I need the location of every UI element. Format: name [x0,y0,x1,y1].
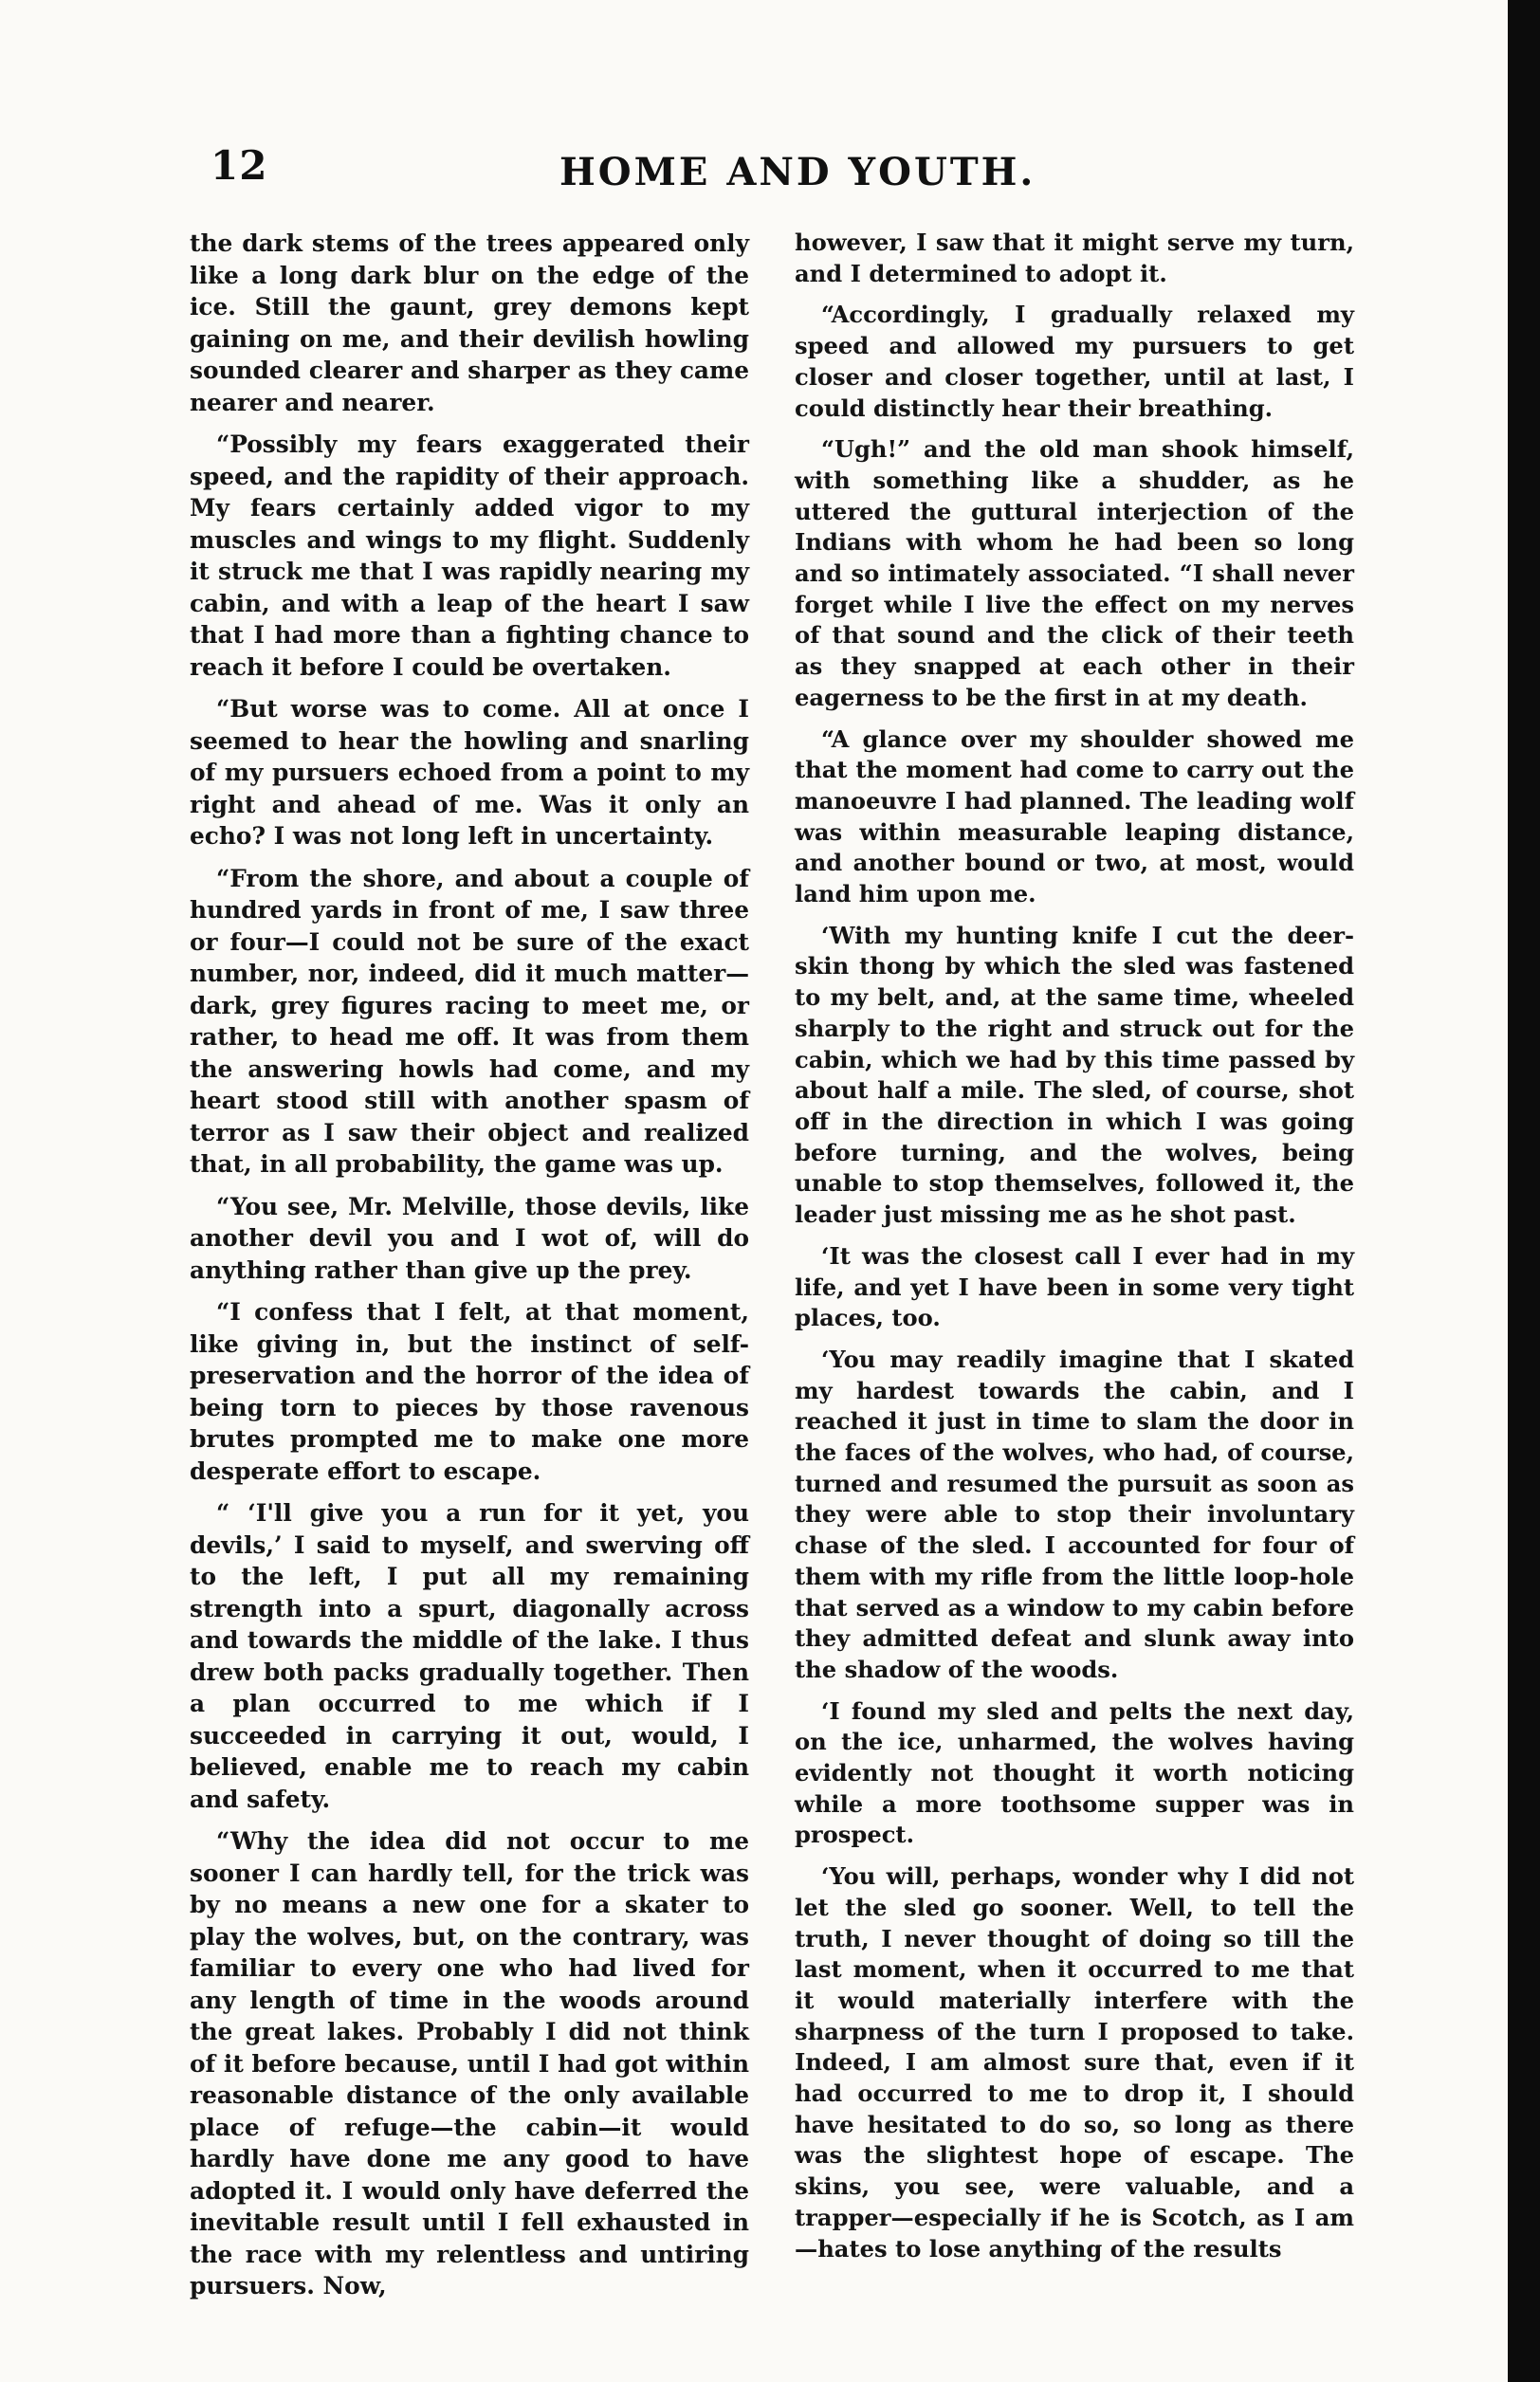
right-column [795,228,1354,2275]
paragraph: “From the shore, and about a couple of hundred yards in front of me, I saw three or four—I could not be sure of the exact number, nor, indeed, did it much matter—dark, grey figures racing to meet me, or rather, to head me off. It was from them the answering howls had come, and my heart stood still with another spasm of terror as I saw their object and realized that, in all probability, the game was up. [190,864,749,1178]
scan-border [1508,0,1540,2382]
paragraph: ‘You may readily imagine that I skated my hardest towards the cabin, and I reached it just in time to slam the door in the faces of the wolves, who had, of course, turned and resumed the pursuit as soon as they were able to stop their involuntary chase of the sled. I accounted for four of them with my rifle from the little loop-hole that served as a window to my cabin before they admitted defeat and slunk away into the shadow of the woods. [795,1345,1354,1683]
page-number: 12 [211,142,268,189]
paragraph: “Possibly my fears exaggerated their speed, and the rapidity of their approach. My fears certainly added vigor to my muscles and wings to my flight. Suddenly it struck me that I was rapidly nearing my cabin, and with a leap of the heart I saw that I had more than a fighting chance to reach it before I could be overtaken. [190,431,749,681]
paragraph: ‘You will, perhaps, wonder why I did not let the sled go sooner. Well, to tell the truth, I never thought of doing so till the last moment, when it occurred to me that it would materially interfere with the sharpness of the turn I proposed to take. Indeed, I am almost sure that, even if it had occurred to me to drop it, I should have hesitated to do so, so long as there was the slightest hope of escape. The skins, you see, were valuable, and a trapper—especially if he is Scotch, as I am—hates to lose anything of the results [795,1862,1354,2263]
paragraph: “You see, Mr. Melville, those devils, like another devil you and I wot of, will do anything rather than give up the prey. [190,1192,749,1284]
paragraph: however, I saw that it might serve my turn, and I determined to adopt it. [795,229,1354,287]
running-title: HOME AND YOUTH. [559,150,1036,194]
paragraph: “Why the idea did not occur to me sooner I can hardly tell, for the trick was by no means a new one for a skater to play the wolves, but, on the contrary, was familiar to every one who had lived for any length of time in the woods around the great lakes. Probably I did not think of it before because, until I had got within reasonable distance of the only available place of refuge—the cabin—it would hardly have done me any good to have adopted it. I would only have deferred the inevitable result until I fell exhausted in the race with my relentless and untiring pursuers. Now, [190,1827,749,2300]
paragraph: “But worse was to come. All at once I seemed to hear the howling and snarling of my pursuers echoed from a point to my right and ahead of me. Was it only an echo? I was not long left in uncertainty. [190,695,749,850]
paragraph: “A glance over my shoulder showed me that the moment had come to carry out the manoeuvre I had planned. The leading wolf was within measurable leaping distance, and another bound or two, at most, would land him upon me. [795,724,1354,908]
paragraph: ‘With my hunting knife I cut the deer-skin thong by which the sled was fastened to my belt, and, at the same time, wheeled sharply to the right and struck out for the cabin, which we had by this time passed by about half a mile. The sled, of course, shot off in the direction in which I was going before turning, and the wolves, being unable to stop themselves, followed it, the leader just missing me as he shot past. [795,921,1354,1229]
paragraph: “I confess that I felt, at that moment, like giving in, but the instinct of self-preservation and the horror of the idea of being torn to pieces by those ravenous brutes prompted me to make one more desperate effort to escape. [190,1298,749,1485]
left-column [190,228,749,2313]
paragraph: ‘It was the closest call I ever had in my life, and yet I have been in some very tight places, too. [795,1241,1354,1332]
paragraph: “ ‘I'll give you a run for it yet, you devils,’ I said to myself, and swerving off to the left, I put all my remaining strength into a spurt, diagonally across and towards the middle of the lake. I thus drew both packs gradually together. Then a plan occurred to me which if I succeeded in carrying it out, would, I believed, enable me to reach my cabin and safety. [190,1499,749,1813]
paragraph: the dark stems of the trees appeared only like a long dark blur on the edge of the ice. Still the gaunt, grey demons kept gaining on me, and their devilish howling sounded clearer and sharper as they came nearer and nearer. [190,229,749,416]
paragraph: “Accordingly, I gradually relaxed my speed and allowed my pursuers to get closer and closer together, until at last, I could distinctly hear their breathing. [795,301,1354,422]
paragraph: ‘I found my sled and pelts the next day, on the ice, unharmed, the wolves having evidently not thought it worth noticing while a more toothsome supper was in prospect. [795,1696,1354,1849]
paragraph: “Ugh!” and the old man shook himself, with something like a shudder, as he uttered the guttural interjection of the Indians with whom he had been so long and so intimately associated. “I shall never forget while I live the effect on my nerves of that sound and the click of their teeth as they snapped at each other in their eagerness to be the first in at my death. [795,435,1354,711]
